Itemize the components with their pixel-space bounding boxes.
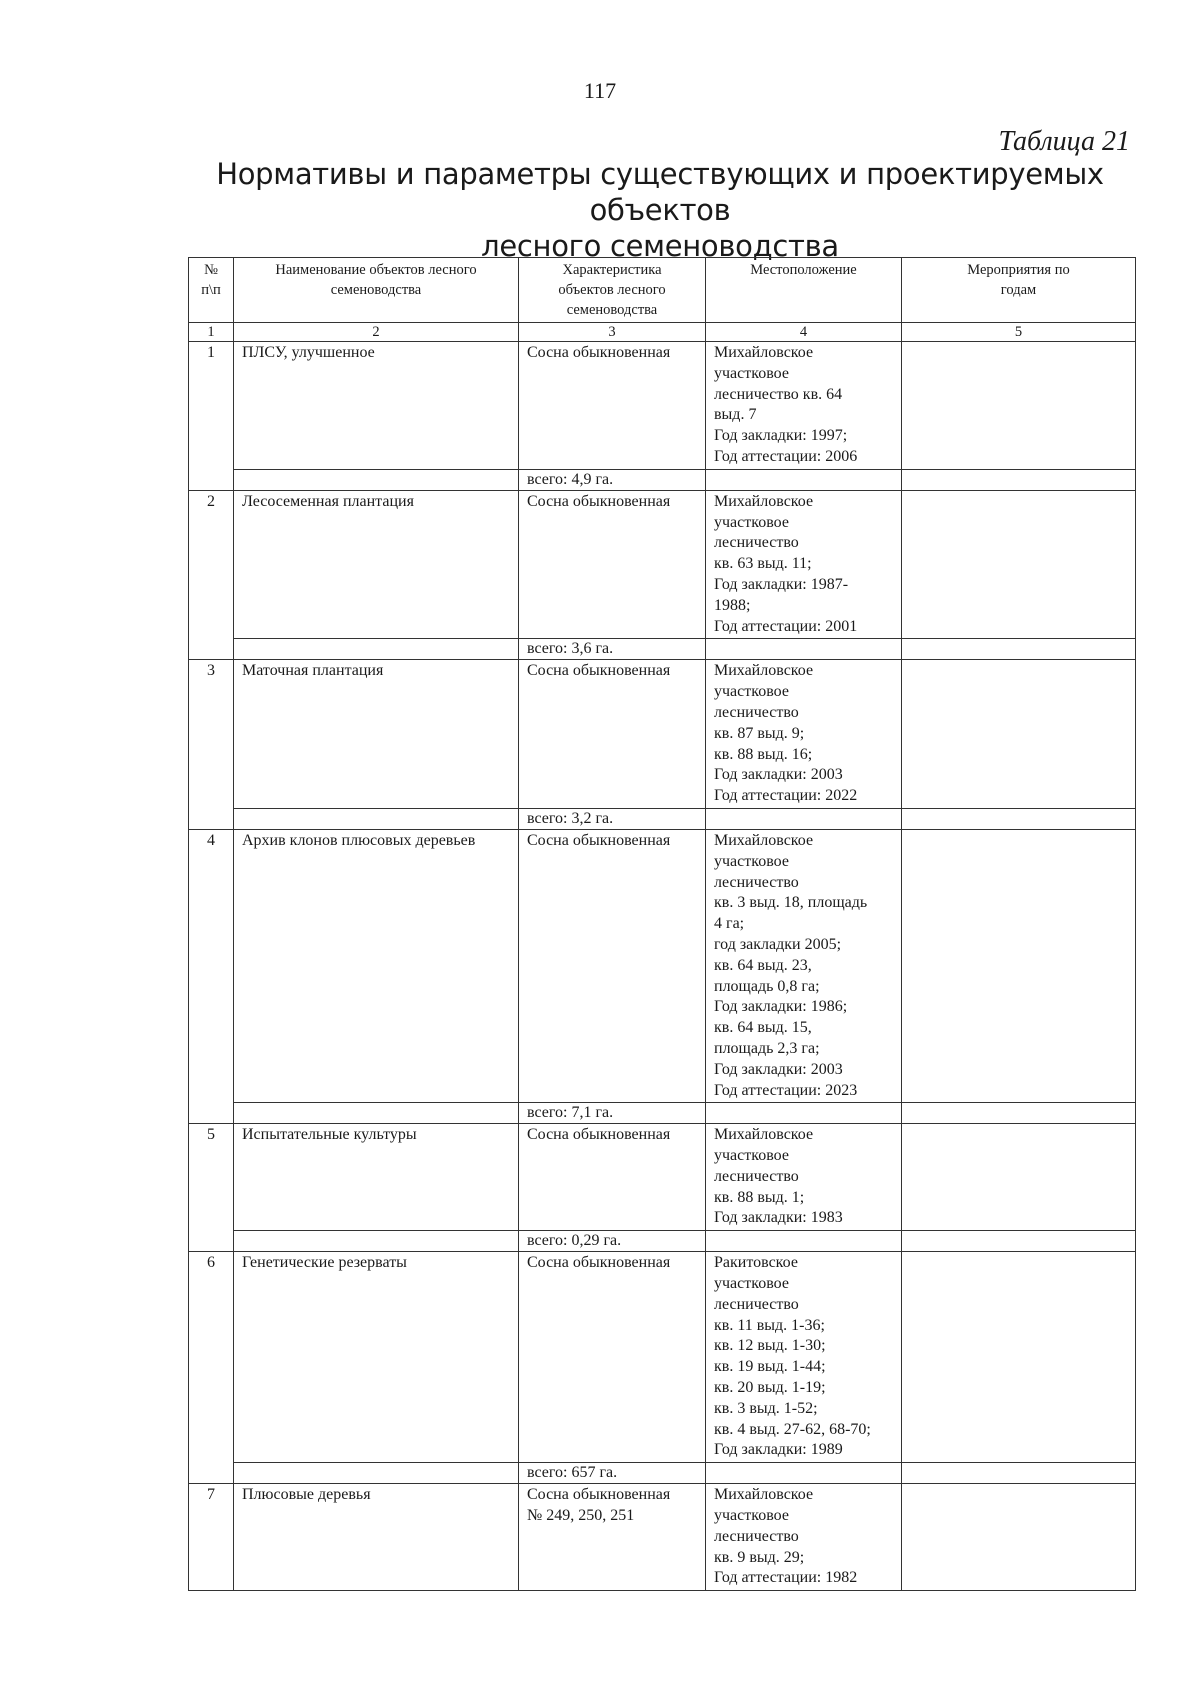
total-spacer	[706, 1103, 902, 1124]
object-total: всего: 3,6 га.	[519, 639, 706, 660]
header-row	[189, 258, 1136, 323]
total-spacer	[902, 1231, 1136, 1252]
title-line-2: лесного семеноводства	[481, 229, 839, 263]
object-characteristic: Сосна обыкновенная	[519, 1252, 706, 1463]
total-row	[189, 1103, 1136, 1124]
object-name: Архив клонов плюсовых деревьев	[234, 829, 519, 1102]
object-location: Михайловское участковое лесничество кв. 9 выд. 29; Год аттестации: 1982	[706, 1484, 902, 1591]
table-row	[189, 1124, 1136, 1231]
object-measures	[902, 660, 1136, 809]
header-characteristic: Характеристика объектов лесного семеноводства	[519, 258, 706, 323]
total-spacer	[902, 1103, 1136, 1124]
row-number: 3	[189, 660, 234, 830]
total-spacer	[902, 639, 1136, 660]
header-location: Местоположение	[706, 258, 902, 323]
title-line-1: Нормативы и параметры существующих и проектируемых объектов	[216, 157, 1104, 227]
object-total: всего: 4,9 га.	[519, 469, 706, 490]
object-location: Ракитовское участковое лесничество кв. 11 выд. 1-36; кв. 12 выд. 1-30; кв. 19 выд. 1-44; кв. 20 выд. 1-19; кв. 3 выд. 1-52; кв. 4 выд. 27-62, 68-70; Год закладки: 1989	[706, 1252, 902, 1463]
total-spacer	[234, 808, 519, 829]
object-location: Михайловское участковое лесничество кв. 64 выд. 7 Год закладки: 1997; Год аттестации: 2006	[706, 342, 902, 470]
object-measures	[902, 490, 1136, 639]
total-spacer	[706, 1463, 902, 1484]
table-row	[189, 660, 1136, 809]
object-name: Испытательные культуры	[234, 1124, 519, 1231]
column-number: 3	[519, 323, 706, 342]
object-total: всего: 7,1 га.	[519, 1103, 706, 1124]
document-title	[160, 156, 1160, 264]
header-object-name: Наименование объектов лесного семеноводства	[234, 258, 519, 323]
object-characteristic: Сосна обыкновенная № 249, 250, 251	[519, 1484, 706, 1591]
object-name: Плюсовые деревья	[234, 1484, 519, 1591]
object-measures	[902, 342, 1136, 470]
table-row	[189, 342, 1136, 470]
total-row	[189, 469, 1136, 490]
column-number: 5	[902, 323, 1136, 342]
column-number: 4	[706, 323, 902, 342]
object-measures	[902, 1252, 1136, 1463]
seed-objects-table	[188, 257, 1136, 1591]
row-number: 2	[189, 490, 234, 660]
row-number: 5	[189, 1124, 234, 1252]
total-spacer	[234, 1231, 519, 1252]
object-characteristic: Сосна обыкновенная	[519, 660, 706, 809]
total-spacer	[234, 1103, 519, 1124]
row-number: 6	[189, 1252, 234, 1484]
total-spacer	[706, 1231, 902, 1252]
object-characteristic: Сосна обыкновенная	[519, 342, 706, 470]
object-name: Маточная плантация	[234, 660, 519, 809]
total-spacer	[706, 469, 902, 490]
total-spacer	[234, 469, 519, 490]
table-row	[189, 490, 1136, 639]
object-total: всего: 0,29 га.	[519, 1231, 706, 1252]
table-row	[189, 1484, 1136, 1591]
total-spacer	[706, 808, 902, 829]
row-number: 1	[189, 342, 234, 491]
object-measures	[902, 1484, 1136, 1591]
table-label: Таблица 21	[998, 126, 1130, 157]
total-spacer	[902, 808, 1136, 829]
object-name: Генетические резерваты	[234, 1252, 519, 1463]
total-spacer	[234, 1463, 519, 1484]
row-number: 4	[189, 829, 234, 1123]
column-number: 2	[234, 323, 519, 342]
object-location: Михайловское участковое лесничество кв. 3 выд. 18, площадь 4 га; год закладки 2005; кв. 64 выд. 23, площадь 0,8 га; Год закладки: 1986; кв. 64 выд. 15, площадь 2,3 га; Год закладки: 2003 Год аттестации: 2023	[706, 829, 902, 1102]
total-spacer	[234, 639, 519, 660]
table-row	[189, 829, 1136, 1102]
object-total: всего: 3,2 га.	[519, 808, 706, 829]
object-characteristic: Сосна обыкновенная	[519, 829, 706, 1102]
total-spacer	[902, 469, 1136, 490]
object-total: всего: 657 га.	[519, 1463, 706, 1484]
row-number: 7	[189, 1484, 234, 1591]
object-location: Михайловское участковое лесничество кв. 63 выд. 11; Год закладки: 1987- 1988; Год аттестации: 2001	[706, 490, 902, 639]
page-number: 117	[583, 78, 617, 103]
total-row	[189, 639, 1136, 660]
object-characteristic: Сосна обыкновенная	[519, 1124, 706, 1231]
column-number-row	[189, 323, 1136, 342]
object-name: ПЛСУ, улучшенное	[234, 342, 519, 470]
object-measures	[902, 1124, 1136, 1231]
total-spacer	[902, 1463, 1136, 1484]
object-measures	[902, 829, 1136, 1102]
object-name: Лесосеменная плантация	[234, 490, 519, 639]
object-location: Михайловское участковое лесничество кв. 87 выд. 9; кв. 88 выд. 16; Год закладки: 2003 Год аттестации: 2022	[706, 660, 902, 809]
table-row	[189, 1252, 1136, 1463]
object-characteristic: Сосна обыкновенная	[519, 490, 706, 639]
header-measures: Мероприятия по годам	[902, 258, 1136, 323]
total-spacer	[706, 639, 902, 660]
object-location: Михайловское участковое лесничество кв. 88 выд. 1; Год закладки: 1983	[706, 1124, 902, 1231]
total-row	[189, 1231, 1136, 1252]
total-row	[189, 808, 1136, 829]
total-row	[189, 1463, 1136, 1484]
header-number: № п\п	[189, 258, 234, 323]
column-number: 1	[189, 323, 234, 342]
